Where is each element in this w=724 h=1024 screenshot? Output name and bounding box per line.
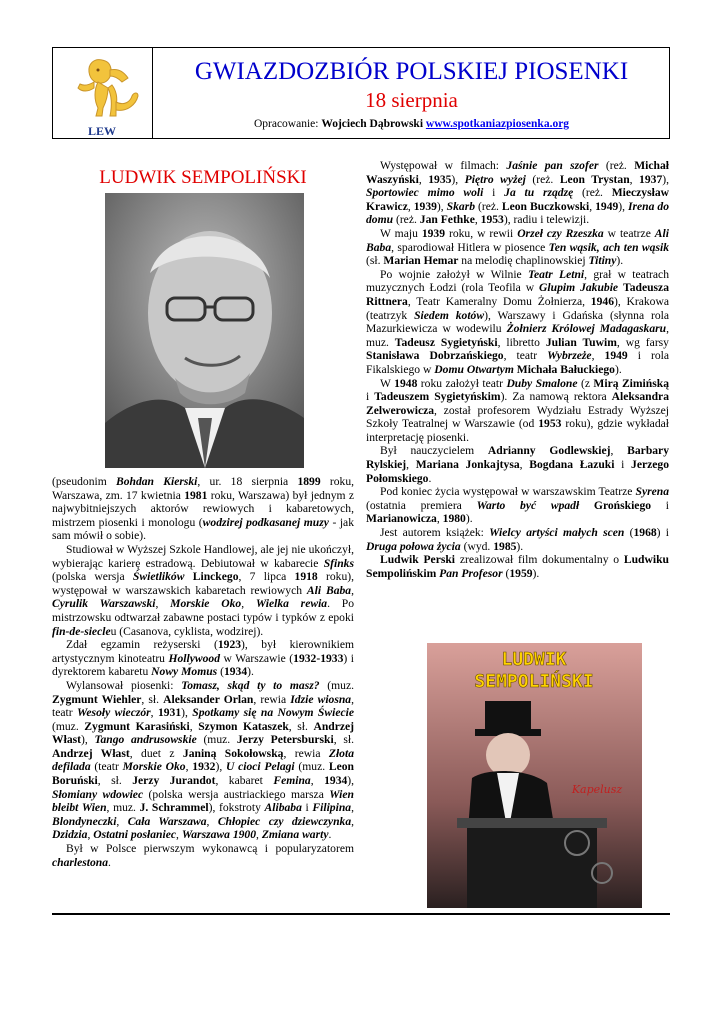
cover-title-line1: LUDWIK [501, 649, 567, 670]
cover-title-line2: SEMPOLIŃSKI [474, 671, 594, 692]
credit-author: Wojciech Dąbrowski [321, 118, 424, 130]
credit-prefix: Opracowanie: [253, 118, 319, 130]
bottom-rule [52, 913, 670, 915]
logo-label: LEW [87, 124, 116, 138]
lion-logo-icon [72, 52, 148, 118]
article-heading: LUDWIK SEMPOLIŃSKI [99, 167, 307, 188]
page-date: 18 sierpnia [365, 88, 458, 112]
left-column-text: (pseudonim Bohdan Kierski, ur. 18 sierpnia 1899 roku, Warszawa, zm. 17 kwietnia 1981 roku, Warszawa) był jednym z najwybitniejszych aktorów rewiowych i kabaretowych, mistrzem piosenki i monologu (wodzirej podkasanej muzy - jak sam mówił o sobie). Studiował w Wyższej Szkole Handlowej, ale jej nie ukończył, wybierając karierę estradową. Debiutował w kabarecie Sfinks (polska wersja Świetlików Linckego, 7 lipca 1918 roku), występował w warszawskich kabaretach rewiowych Ali Baba, Cyrulik Warszawski, Morskie Oko, Wielka rewia. Po mistrzowsku odtwarzał zabawne postaci typów i typków z epoki fin-de-siecleu (Casanova, cyklista, wodzirej). Zdał egzamin reżyserski (1923), był kierownikiem artystycznym kinoteatru Hollywood w Warszawie (1932-1933) i dyrektorem kabaretu Nowy Momus (1934). Wylansował piosenki: Tomasz, skąd ty to masz? (muz. Zygmunt Wiehler, sł. Aleksander Orlan, rewia Idzie wiosna, teatr Wesoły wieczór, 1931), Spotkamy się na Nowym Świecie (muz. Zygmunt Karasiński, Szymon Kataszek, sł. Andrzej Włast), Tango andrusowskie (muz. Jerzy Petersburski, sł. Andrzej Włast, duet z Janiną Sokołowską, rewia Złota defilada (teatr Morskie Oko, 1932), U cioci Pelagi (muz. Leon Boruński, sł. Jerzy Jurandot, kabaret Femina, 1934), Słomiany wdowiec (polska wersja austriackiego marsza Wien bleibt Wien, muz. J. Schrammel), fokstroty Alibaba i Filipina, Blondyneczki, Cała Warszawa, Chłopiec czy dziewczynka, Dzidzia, Ostatni posłaniec, Warszawa 1900, Zmiana warty. Był w Polsce pierwszym wykonawcą i popularyzatorem charlestona. [52, 475, 355, 869]
right-column-text: Występował w filmach: Jaśnie pan szofer (reż. Michał Waszyński, 1935), Piętro wyżej (reż. Leon Trystan, 1937), Sportowiec mimo woli i Ja tu rządzę (reż. Mieczysław Krawicz, 1939), Skarb (reż. Leon Buczkowski, 1949), Irena do domu (reż. Jan Fethke, 1953), radiu i telewizji. W maju 1939 roku, w rewii Orzeł czy Rzeszka w teatrze Ali Baba, sparodiował Hitlera w piosence Ten wąsik, ach ten wąsik (sł. Marian Hemar na melodię chaplinowskiej Titiny). Po wojnie założył w Wilnie Teatr Letni, grał w teatrach muzycznych Łodzi (rola Teofila w Glupim Jakubie Tadeusza Rittnera, Teatr Kameralny Domu Żołnierza, 1946), Krakowa (teatrzyk Siedem kotów), Warszawy i Gdańska (słynna rola Mazurkiewicza w wodewilu Żołnierz Królowej Madagaskaru, muz. Tadeusz Sygietyński, libretto Julian Tuwim, wg farsy Stanisława Dobrzańskiego, teatr Wybrzeże, 1949 i rola Fikalskiego w Domu Otwartym Michała Bałuckiego). W 1948 roku założył teatr Duby Smalone (z Mirą Zimińską i Tadeuszem Sygietyńskim). Za namową rektora Aleksandra Zelwerowicza, został profesorem Wydziału Estrady Wyższej Szkoły Teatralnej w Warszawie (od 1953 roku), gdzie wykładał interpretację piosenki. Był nauczycielem Adrianny Godlewskiej, Barbary Rylskiej, Mariana Jonkajtysa, Bogdana Łazuki i Jerzego Połomskiego. Pod koniec życia występował w warszawskim Teatrze Syrena (ostatnia premiera Warto być wpadł Grońskiego i Marianowicza, 1980). Jest autorem książek: Wielcy artyści małych scen (1968) i Druga połowa życia (wyd. 1985). Ludwik Perski zrealizował film dokumentalny o Ludwiku Sempolińskim Pan Profesor (1959). [366, 159, 670, 580]
credit-line [153, 118, 670, 130]
portrait-photo [105, 193, 304, 468]
page-title: GWIAZDOZBIÓR POLSKIEJ PIOSENKI [194, 58, 629, 85]
album-cover-photo [427, 643, 642, 908]
cover-signature: Kapelusz [571, 783, 623, 796]
credit-link[interactable]: www.spotkaniazpiosenka.org [425, 118, 570, 130]
